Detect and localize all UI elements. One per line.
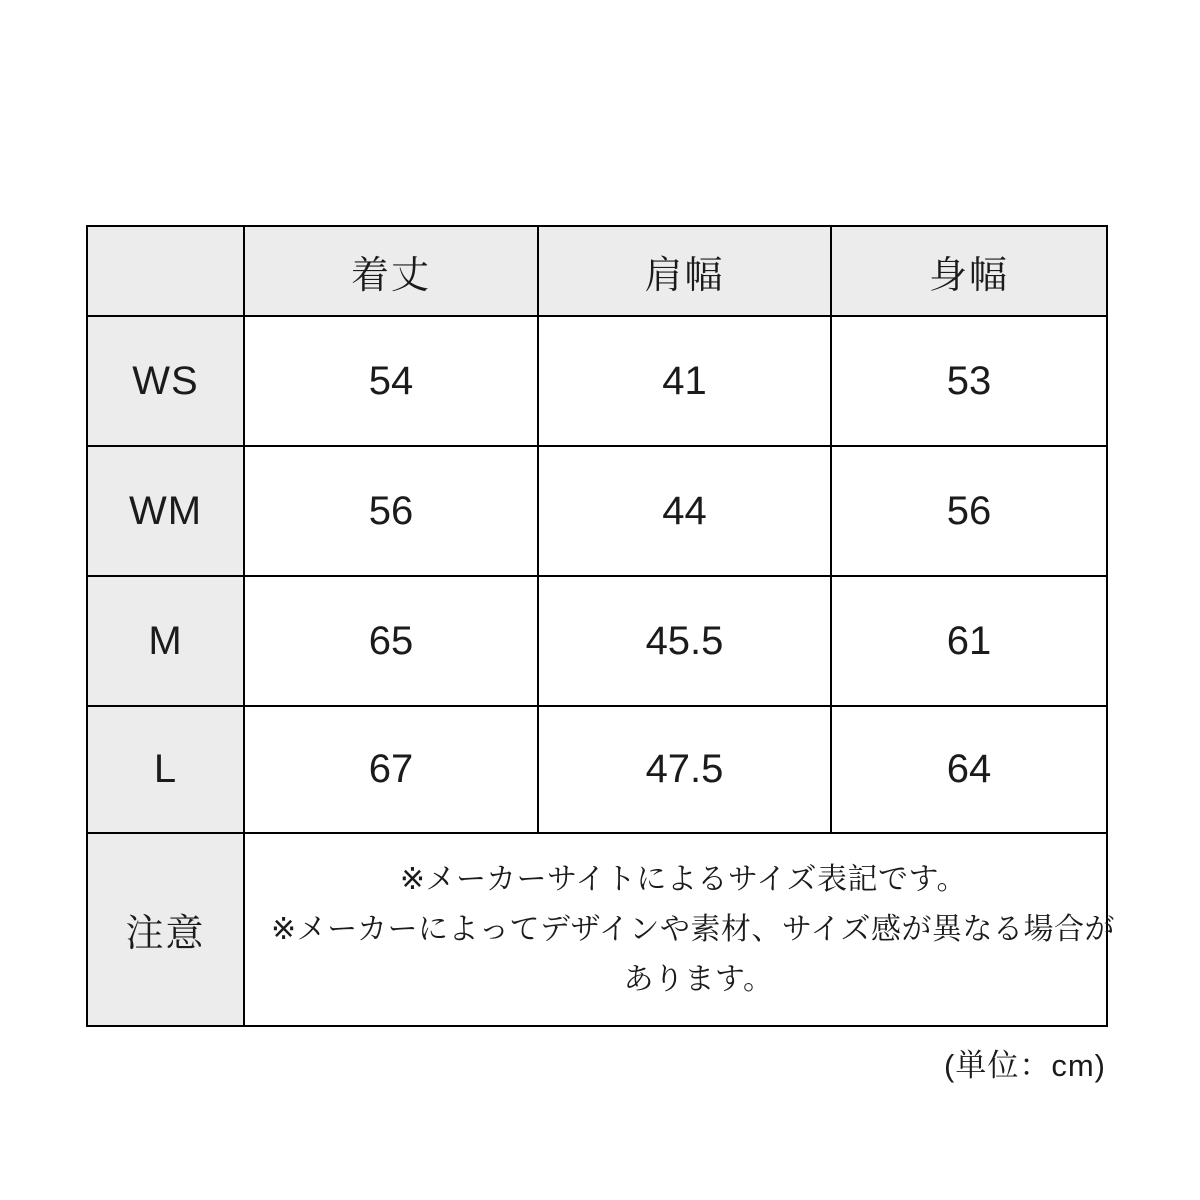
table-row-ws	[87, 316, 1107, 446]
size-table	[86, 225, 1116, 1027]
table-row-m	[87, 576, 1107, 706]
cell-m-body-width: 61	[831, 576, 1107, 706]
note-line-1: ※メーカーサイトによるサイズ表記です。	[399, 862, 968, 896]
col-header-garment-length: 着丈	[244, 226, 538, 316]
cell-l-garment-length: 67	[244, 706, 538, 833]
size-chart	[86, 225, 1116, 1085]
unit-label: (単位：cm)	[944, 1048, 1106, 1083]
col-header-body-width: 身幅	[831, 226, 1107, 316]
row-label-ws: WS	[87, 316, 244, 446]
row-label-wm: WM	[87, 446, 244, 576]
cell-ws-garment-length: 54	[244, 316, 538, 446]
note-cell	[244, 833, 1116, 1026]
note-label: 注意	[87, 833, 244, 1026]
row-label-l: L	[87, 706, 244, 833]
table-note-row	[87, 833, 1107, 1026]
cell-ws-body-width: 53	[831, 316, 1107, 446]
cell-l-shoulder-width: 47.5	[538, 706, 831, 833]
cell-ws-shoulder-width: 41	[538, 316, 831, 446]
cell-wm-garment-length: 56	[244, 446, 538, 576]
cell-m-shoulder-width: 45.5	[538, 576, 831, 706]
note-line-3: あります。	[623, 962, 774, 996]
corner-cell	[87, 226, 244, 316]
note-line-2: ※メーカーによってデザインや素材、サイズ感が異なる場合が	[271, 912, 1116, 946]
table-header-row	[87, 226, 1107, 316]
row-label-m: M	[87, 576, 244, 706]
table-row-wm	[87, 446, 1107, 576]
cell-l-body-width: 64	[831, 706, 1107, 833]
cell-m-garment-length: 65	[244, 576, 538, 706]
table-row-l	[87, 706, 1107, 833]
cell-wm-shoulder-width: 44	[538, 446, 831, 576]
cell-wm-body-width: 56	[831, 446, 1107, 576]
col-header-shoulder-width: 肩幅	[538, 226, 831, 316]
